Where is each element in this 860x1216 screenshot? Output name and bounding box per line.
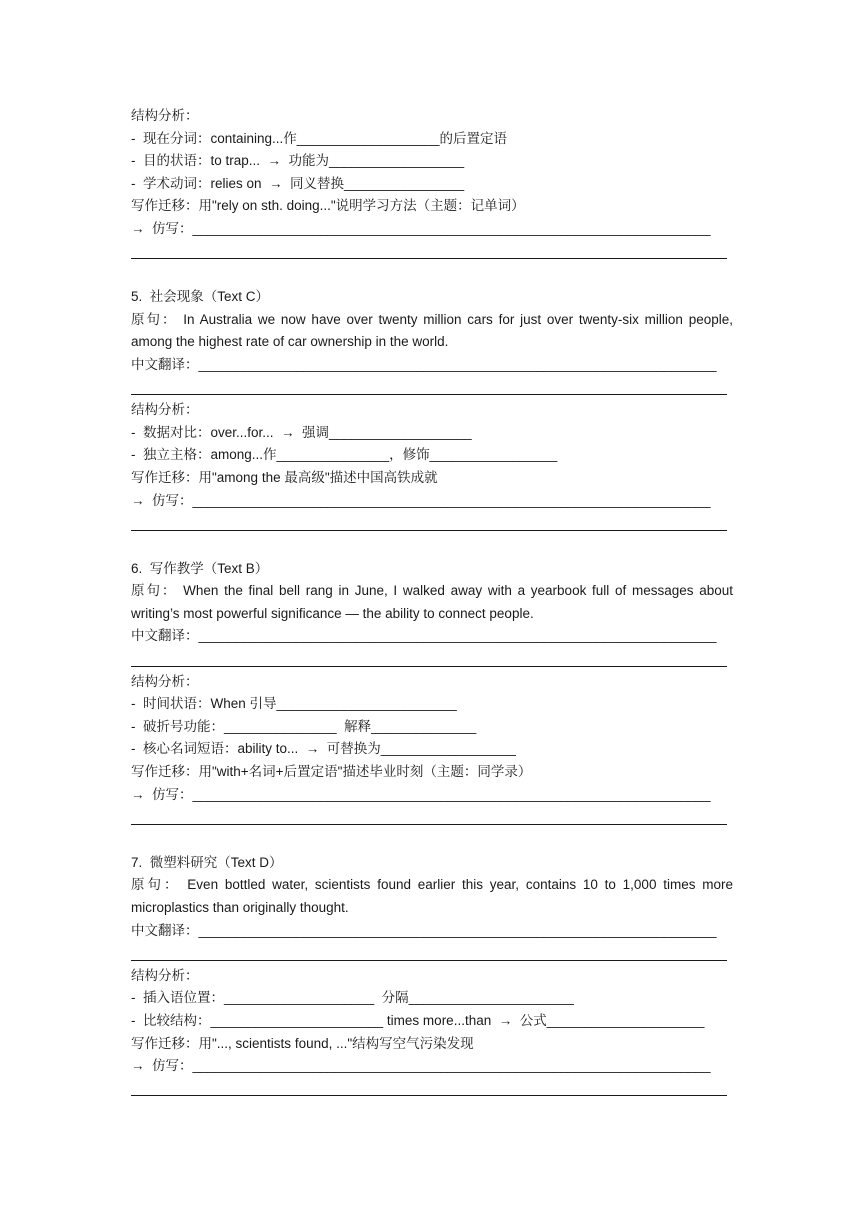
analysis-item: - 现在分词：containing...作___________________的后置定语 <box>131 130 507 146</box>
analysis-item: - 独立主格：among...作_______________，修饰_________________ <box>131 447 558 463</box>
analysis-item: - 破折号功能：_______________ 解释______________ <box>131 718 477 734</box>
analysis-item: - 学术动词：relies on → 同义替换________________ <box>131 175 465 191</box>
worksheet-content <box>131 105 733 1123</box>
translation-line: 中文翻译：_____________________________________________________________________ <box>131 356 717 372</box>
analysis-item: - 数据对比：over...for... → 强调___________________ <box>131 424 472 440</box>
original-sentence: 原句： In Australia we now have over twenty million cars for just over twenty-six million people, among the highest rate of car ownership in the world. <box>131 311 733 350</box>
imitation-line: → 仿写：_____________________________________________________________________ <box>131 1058 711 1074</box>
section-5 <box>131 286 733 535</box>
writing-transfer: 写作迁移：用"rely on sth. doing..."说明学习方法（主题：记单词） <box>131 198 525 214</box>
answer-blank-line <box>131 648 733 671</box>
answer-blank-line <box>131 1078 733 1101</box>
imitation-line: → 仿写：_____________________________________________________________________ <box>131 492 711 508</box>
section-title: 7. 微塑料研究（Text D） <box>131 854 283 870</box>
answer-blank-line <box>131 806 733 829</box>
analysis-item: - 核心名词短语：ability to... → 可替换为__________________ <box>131 741 516 757</box>
answer-blank-line <box>131 942 733 965</box>
section-6 <box>131 558 733 829</box>
original-sentence: 原句： When the final bell rang in June, I walked away with a yearbook full of messages about writing’s most powerful significance — the ability to connect people. <box>131 583 733 621</box>
section-title: 5. 社会现象（Text C） <box>131 289 270 305</box>
analysis-item: - 目的状语：to trap... → 功能为__________________ <box>131 153 465 169</box>
writing-transfer: 写作迁移：用"with+名词+后置定语"描述毕业时刻（主题：同学录） <box>131 764 532 780</box>
analysis-item: - 时间状语：When 引导________________________ <box>131 696 457 712</box>
writing-transfer: 写作迁移：用"..., scientists found, ..."结构写空气污染发现 <box>131 1035 474 1051</box>
imitation-line: → 仿写：_____________________________________________________________________ <box>131 786 711 802</box>
answer-blank-line <box>131 377 733 400</box>
section-title: 6. 写作教学（Text B） <box>131 560 269 576</box>
analysis-item: - 比较结构：_______________________ times more...than → 公式_____________________ <box>131 1012 705 1028</box>
imitation-line: → 仿写：_____________________________________________________________________ <box>131 220 711 236</box>
analysis-item: - 插入语位置：____________________ 分隔______________________ <box>131 990 574 1006</box>
answer-blank-line <box>131 241 733 264</box>
original-sentence: 原句： Even bottled water, scientists found earlier this year, contains 10 to 1,000 times more microplastics than originally thought. <box>131 877 733 915</box>
translation-line: 中文翻译：_____________________________________________________________________ <box>131 628 717 644</box>
writing-transfer: 写作迁移：用"among the 最高级"描述中国高铁成就 <box>131 469 438 485</box>
answer-blank-line <box>131 512 733 535</box>
analysis-heading: 结构分析： <box>131 967 199 983</box>
section-7 <box>131 852 733 1101</box>
translation-line: 中文翻译：_____________________________________________________________________ <box>131 922 717 938</box>
analysis-heading: 结构分析： <box>131 108 199 123</box>
analysis-heading: 结构分析： <box>131 673 199 689</box>
section-4-continuation <box>131 105 733 263</box>
analysis-heading: 结构分析： <box>131 402 199 418</box>
